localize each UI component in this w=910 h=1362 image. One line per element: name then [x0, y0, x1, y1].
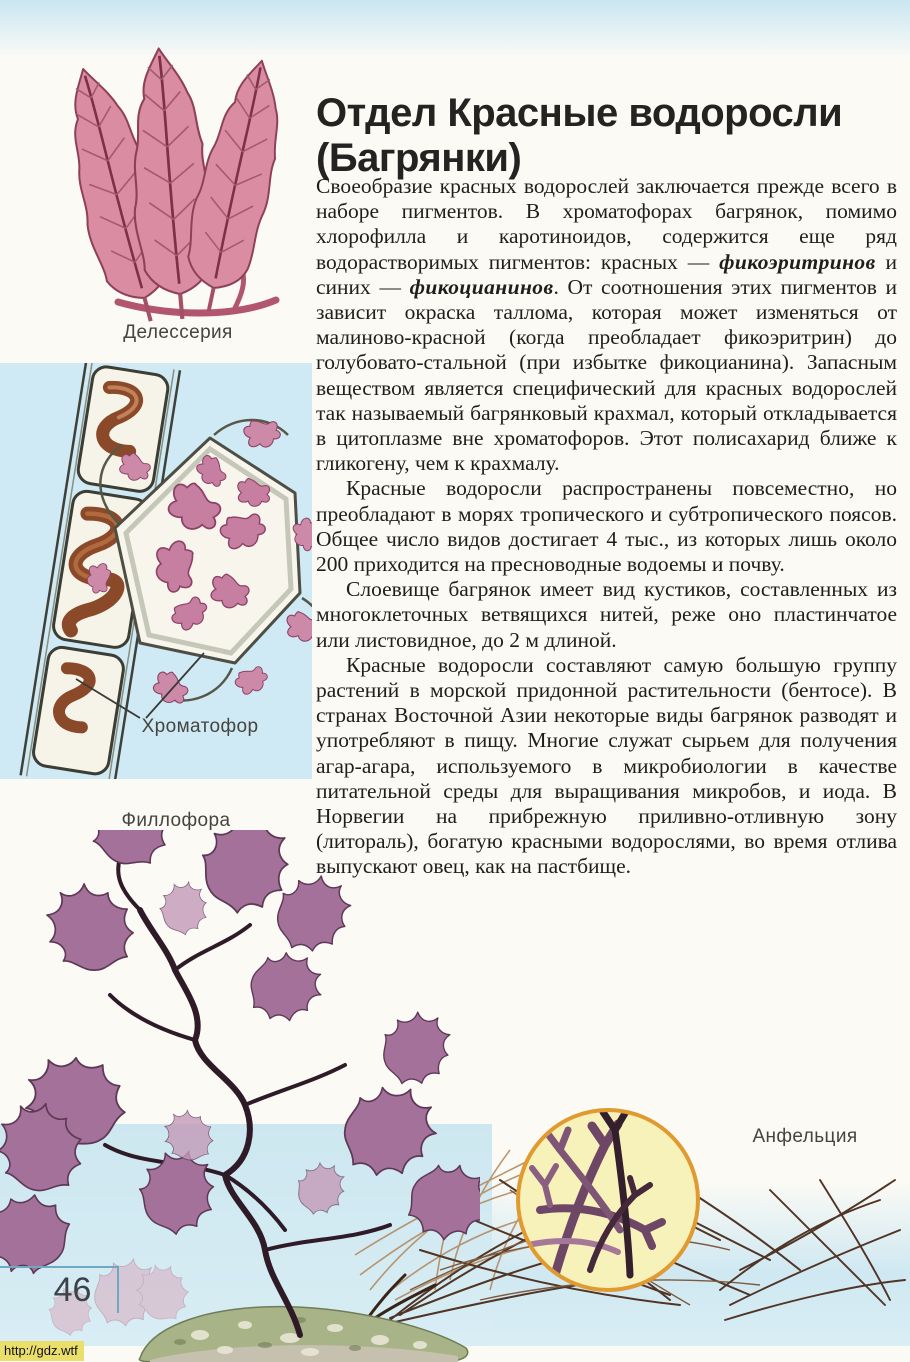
delesseria-illustration: [18, 4, 300, 322]
body-paragraph: Красные водоросли составляют самую большую группу растений в морской придонной растительности (бентосе). В странах Восточной Азии некоторые виды багрянок разводят и употребляют в пищу. Многие служат сырьем для получения агар-агара, используемого в микробиологии в качестве питательной среды для выращивания микробов, и иода. В Норвегии на прибрежную приливно-отливную зону (литораль), богатую красными водорослями, во время отлива выпускают овец, как на пастбище.: [316, 652, 897, 879]
body-paragraph: Красные водоросли распространены повсеместно, но преобладают в морях тропического и субтропического поясов. Общее число видов достигает 4 тыс., из которых лишь около 200 приходится на пресноводные водоемы и почву.: [316, 476, 897, 577]
phyllophora-caption: Филлофора: [121, 810, 231, 831]
article-body: [316, 174, 897, 880]
body-paragraph: Слоевище багрянок имеет вид кустиков, составленных из многоклеточных ветвящихся нитей, реже оно пластинчатое или листовидное, до 2 м длиной.: [316, 577, 897, 652]
ahnfeltia-tuft-right: [720, 1180, 905, 1320]
page-number: 46: [53, 1271, 92, 1309]
chromatophore-caption: Хроматофор: [141, 716, 259, 737]
body-paragraph: Своеобразие красных водорослей заключается прежде всего в наборе пигментов. В хроматофорах багрянок, помимо хлорофилла и каротиноидов, содержится еще ряд водорастворимых пигментов: красных — фикоэритринов и синих — фикоцианинов. От соотношения этих пигментов и зависит окраска таллома, которая может изменяться от малиново-красной (когда преобладает фикоэритрин) до голубовато-стальной (при избытке фикоцианина). Запасным веществом является специфический для красных водорослей так называемый багрянковый крахмал, который откладывается в цитоплазме вне хроматофоров. Этот полисахарид ближе к гликогену, чем к крахмалу.: [316, 174, 898, 476]
delesseria-caption: Делессерия: [123, 322, 233, 343]
ahnfeltia-caption: Анфельция: [752, 1126, 858, 1147]
watermark-url: http://gdz.wtf: [0, 1341, 84, 1361]
page-title: Отдел Красные водоросли (Багрянки): [316, 90, 843, 180]
page-number-box: [0, 1266, 119, 1313]
